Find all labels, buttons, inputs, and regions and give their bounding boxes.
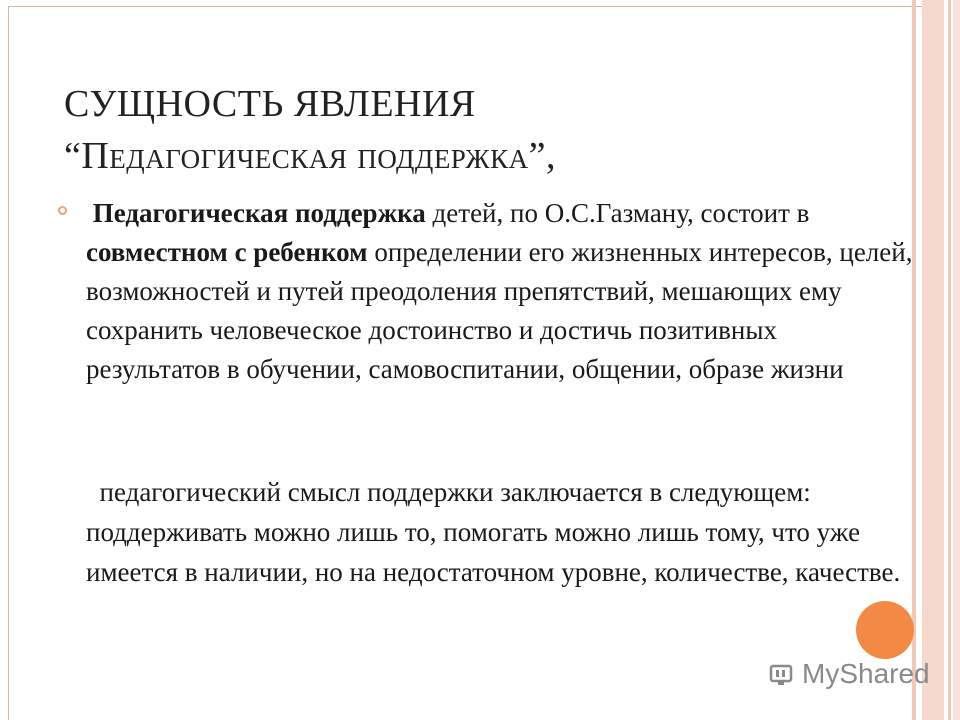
bullet-paragraph xyxy=(86,194,916,389)
bullet-ring-icon xyxy=(58,206,67,215)
bold-phrase: совместном с ребенком xyxy=(86,237,368,267)
slide-title-line2: “Педагогическая поддержка”, xyxy=(64,135,556,177)
orange-circle-decoration xyxy=(856,601,914,659)
body-paragraph xyxy=(86,472,916,592)
decor-stripe xyxy=(922,0,944,720)
decor-stripe xyxy=(953,0,960,720)
bullet-text-1: детей, по О.С.Газману, состоит в xyxy=(425,198,810,228)
watermark-text: MyShared xyxy=(802,658,930,689)
decor-stripe xyxy=(948,0,951,720)
slide-title xyxy=(64,78,556,182)
watermark[interactable] xyxy=(768,656,930,692)
slide-title-line1: СУЩНОСТЬ ЯВЛЕНИЯ xyxy=(64,83,476,125)
bold-term: Педагогическая поддержка xyxy=(92,198,426,228)
bullet-text-2: определении его жизненных интересов, целей, возможностей и путей преодоления препятствий, мешающих ему сохранить человеческое достоинство и достичь позитивных результатов в обучении, самовоспитании, общении, образе жизни xyxy=(86,237,913,384)
myshared-logo-icon xyxy=(768,661,796,687)
body-paragraph-text: педагогический смысл поддержки заключается в следующем: поддерживать можно лишь то, помогать можно лишь тому, что уже имеется в наличии, но на недостаточном уровне, количестве, качестве. xyxy=(86,477,901,587)
